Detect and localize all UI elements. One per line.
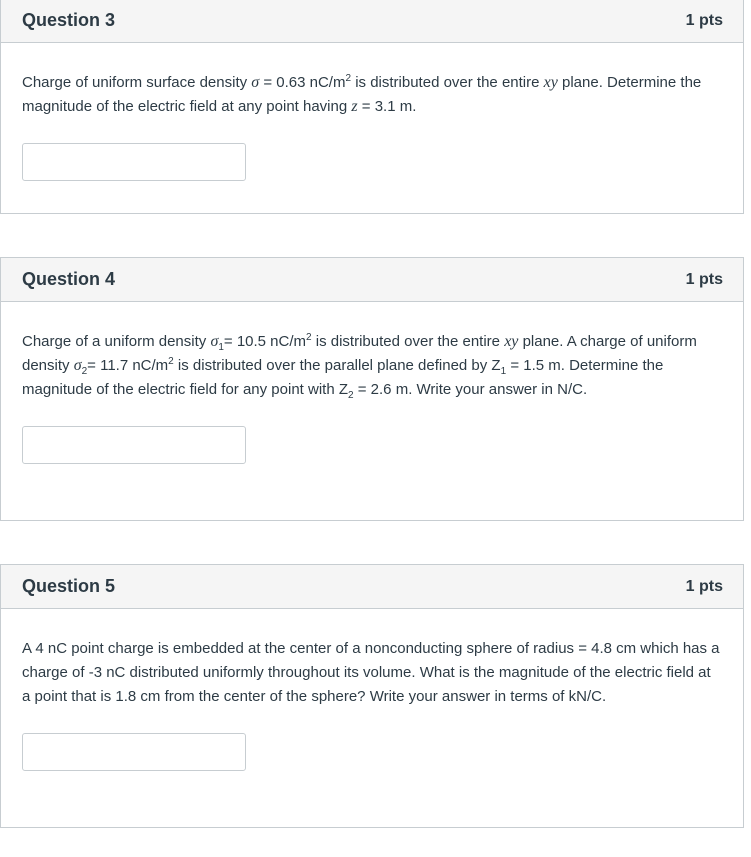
question-body (1, 43, 743, 181)
question-3-card (0, 0, 744, 214)
question-points: 1 pts (685, 577, 723, 595)
question-header (1, 258, 743, 302)
question-5-card (0, 564, 744, 828)
question-title: Question 4 (22, 269, 116, 289)
question-points: 1 pts (685, 270, 723, 288)
answer-input[interactable] (22, 733, 246, 771)
question-header (1, 565, 743, 609)
question-4-card (0, 257, 744, 521)
question-text: Charge of uniform surface density σ = 0.63 $nC/m^2$ is distributed over the entire xy plane. Determine the magnitude of the electric field at any point having z = 3.1 m. (22, 73, 702, 115)
question-text: Charge of a uniform density $\sigma_1= 10.5$ $nC/m^2$ is distributed over the entire xy plane. A charge of uniform density $\sigma_2= 11.7$ $nC/m^2$ is distributed over the parallel plane defined by $Z_1 = 1.5$ m. Determine the magnitude of the electric field for any point with $Z_2 = 2.6$ m. Write your answer in N/C. (22, 332, 697, 401)
question-title: Question 5 (22, 576, 116, 596)
question-points: 1 pts (685, 11, 723, 29)
question-title: Question 3 (22, 10, 116, 30)
question-header (1, 0, 743, 43)
question-body (1, 609, 743, 771)
question-body (1, 302, 743, 464)
answer-input[interactable] (22, 426, 246, 464)
question-text: A 4 nC point charge is embedded at the center of a nonconducting sphere of radius = 4.8 cm which has a charge of -3 nC distributed uniformly throughout its volume. What is the magnitude of the electric field at a point that is 1.8 cm from the center of the sphere? Write your answer in terms of kN/C. (22, 640, 720, 705)
answer-input[interactable] (22, 143, 246, 181)
